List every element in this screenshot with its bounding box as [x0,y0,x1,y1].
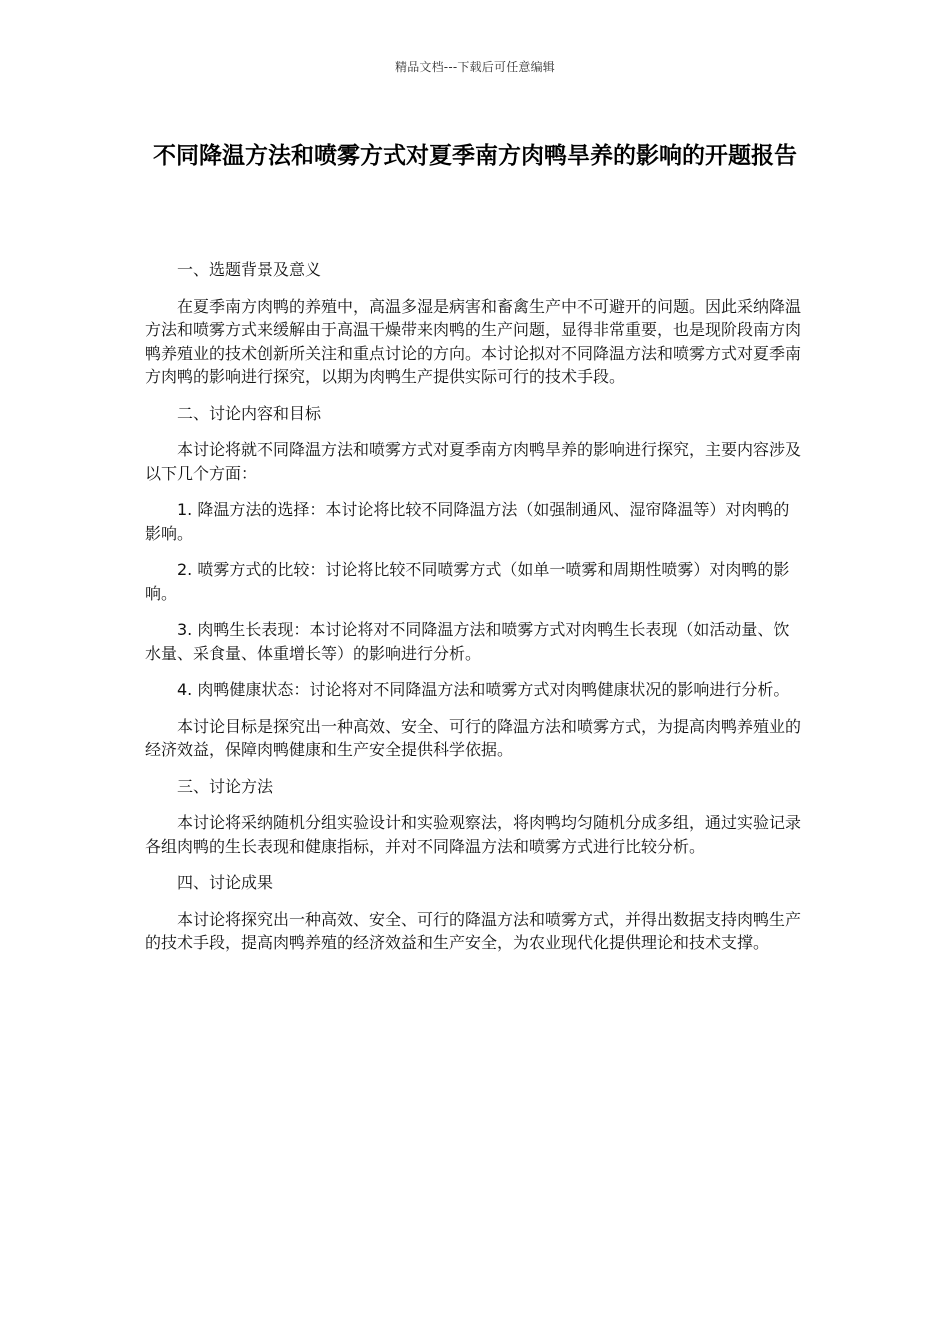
section-heading-methods: 三、讨论方法 [177,776,274,796]
paragraph-results: 本讨论将探究出一种高效、安全、可行的降温方法和喷雾方式，并得出数据支持肉鸭生产的技术手段，提高肉鸭养殖的经济效益和生产安全，为农业现代化提供理论和技术支撑。 [145,909,802,952]
paragraph-content-intro: 本讨论将就不同降温方法和喷雾方式对夏季南方肉鸭旱养的影响进行探究，主要内容涉及以下几个方面： [145,440,802,483]
section-heading-content-goals: 二、讨论内容和目标 [177,403,322,423]
paragraph-item-3: 3. 肉鸭生长表现：本讨论将对不同降温方法和喷雾方式对肉鸭生长表现（如活动量、饮水量、采食量、体重增长等）的影响进行分析。 [145,620,790,663]
paragraph-item-2: 2. 喷雾方式的比较：讨论将比较不同喷雾方式（如单一喷雾和周期性喷雾）对肉鸭的影响。 [145,560,790,603]
section-heading-background: 一、选题背景及意义 [177,260,322,279]
paragraph-methods: 本讨论将采纳随机分组实验设计和实验观察法，将肉鸭均匀随机分成多组，通过实验记录各组肉鸭的生长表现和健康指标，并对不同降温方法和喷雾方式进行比较分析。 [145,813,802,856]
document-body [145,258,805,968]
document-title: 不同降温方法和喷雾方式对夏季南方肉鸭旱养的影响的开题报告 [153,143,797,169]
header-note: 精品文档---下载后可任意编辑 [395,60,555,74]
paragraph-item-4: 4. 肉鸭健康状态：讨论将对不同降温方法和喷雾方式对肉鸭健康状况的影响进行分析。 [177,680,790,699]
paragraph-item-1: 1. 降温方法的选择：本讨论将比较不同降温方法（如强制通风、湿帘降温等）对肉鸭的影响。 [145,500,790,543]
paragraph-background: 在夏季南方肉鸭的养殖中，高温多湿是病害和畜禽生产中不可避开的问题。因此采纳降温方法和喷雾方式来缓解由于高温干燥带来肉鸭的生产问题，显得非常重要，也是现阶段南方肉鸭养殖业的技术创新所关注和重点讨论的方向。本讨论拟对不同降温方法和喷雾方式对夏季南方肉鸭的影响进行探究，以期为肉鸭生产提供实际可行的技术手段。 [145,296,802,386]
section-heading-results: 四、讨论成果 [177,873,274,892]
paragraph-goals: 本讨论目标是探究出一种高效、安全、可行的降温方法和喷雾方式，为提高肉鸭养殖业的经济效益，保障肉鸭健康和生产安全提供科学依据。 [145,716,802,759]
